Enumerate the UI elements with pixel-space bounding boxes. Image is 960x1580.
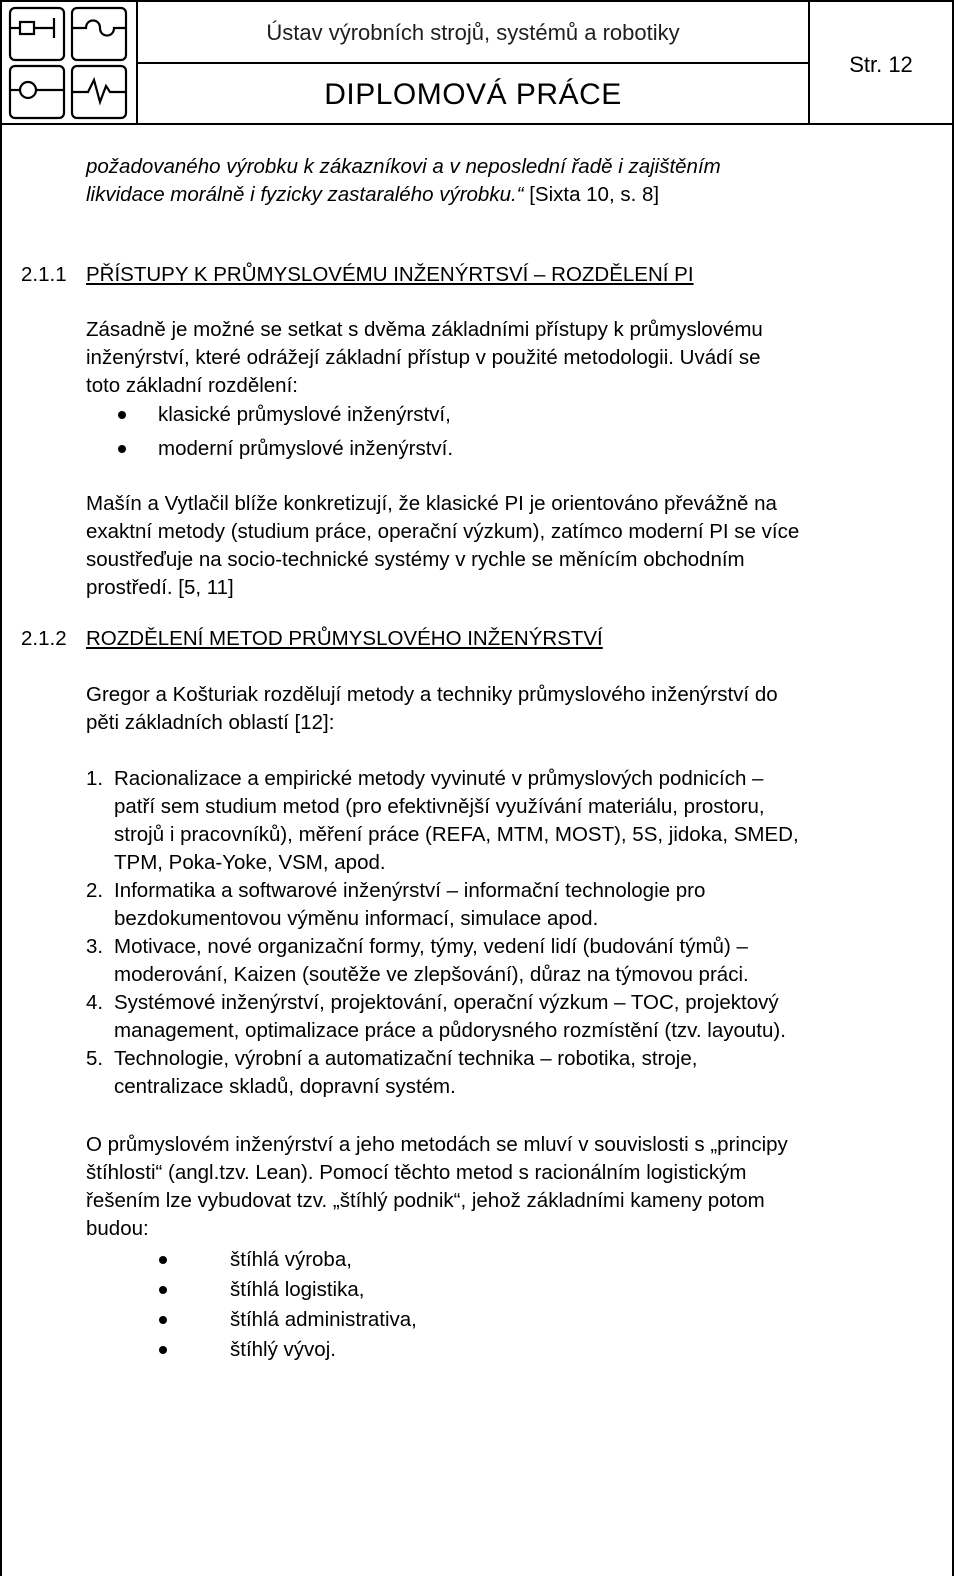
bullet-icon <box>159 1256 167 1264</box>
s2-bullet-item: štíhlý vývoj. <box>230 1338 336 1361</box>
bullet-icon <box>159 1316 167 1324</box>
list-item-line: Systémové inženýrství, projektování, operační výzkum – TOC, projektový <box>114 991 779 1014</box>
intro-line-1: požadovaného výrobku k zákazníkovi a v neposlední řadě i zajištěním <box>86 155 721 178</box>
intro-citation: [Sixta 10, s. 8] <box>523 183 660 206</box>
list-item-line: Motivace, nové organizační formy, týmy, vedení lidí (budování týmů) – <box>114 935 748 958</box>
institute-logo-icon <box>2 2 138 123</box>
section-2-1-2-title: ROZDĚLENÍ METOD PRŮMYSLOVÉHO INŽENÝRSTVÍ <box>86 627 603 650</box>
list-number: 1. <box>86 767 104 790</box>
s2-bullet-item: štíhlá administrativa, <box>230 1308 417 1331</box>
s2-para2-line: O průmyslovém inženýrství a jeho metodách se mluví v souvislosti s „principy <box>86 1133 788 1156</box>
bullet-icon <box>159 1286 167 1294</box>
list-item-line: moderování, Kaizen (soutěže ve zlepšování), důraz na týmovou práci. <box>114 963 749 986</box>
list-item-line: Technologie, výrobní a automatizační technika – robotika, stroje, <box>114 1047 698 1070</box>
bullet-icon <box>118 445 126 453</box>
bullet-icon <box>118 411 126 419</box>
s1-para-line: Zásadně je možné se setkat s dvěma základními přístupy k průmyslovému <box>86 318 763 341</box>
section-2-1-2-number: 2.1.2 <box>21 627 67 650</box>
s1-bullet-item: klasické průmyslové inženýrství, <box>158 403 451 426</box>
page-header <box>2 2 952 125</box>
s2-para-line: Gregor a Košturiak rozdělují metody a techniky průmyslového inženýrství do <box>86 683 778 706</box>
list-item-line: TPM, Poka-Yoke, VSM, apod. <box>114 851 386 874</box>
s2-para2-line: štíhlosti“ (angl.tzv. Lean). Pomocí těchto metod s racionálním logistickým <box>86 1161 747 1184</box>
s1-para2-line: Mašín a Vytlačil blíže konkretizují, že klasické PI je orientováno převážně na <box>86 492 777 515</box>
section-2-1-1-number: 2.1.1 <box>21 263 67 286</box>
header-center <box>138 2 810 123</box>
s1-para2-line: soustřeďuje na socio-technické systémy v rychle se měnícím obchodním <box>86 548 745 571</box>
s2-bullet-item: štíhlá logistika, <box>230 1278 365 1301</box>
list-item-line: management, optimalizace práce a půdorysného rozmístění (tzv. layoutu). <box>114 1019 786 1042</box>
document-type-title: DIPLOMOVÁ PRÁCE <box>324 78 622 111</box>
list-number: 2. <box>86 879 104 902</box>
s1-para-line: toto základní rozdělení: <box>86 374 298 397</box>
list-item-line: Racionalizace a empirické metody vyvinuté v průmyslových podnicích – <box>114 767 764 790</box>
s2-para-line: pěti základních oblastí [12]: <box>86 711 335 734</box>
section-2-1-1-title: PŘÍSTUPY K PRŮMYSLOVÉMU INŽENÝRTSVÍ – ROZDĚLENÍ PI <box>86 263 694 286</box>
list-item-line: bezdokumentovou výměnu informací, simulace apod. <box>114 907 599 930</box>
s1-para2-line: prostředí. [5, 11] <box>86 576 234 599</box>
institute-name: Ústav výrobních strojů, systémů a robotiky <box>138 2 808 64</box>
page-number: Str. 12 <box>849 52 913 77</box>
list-item-line: Informatika a softwarové inženýrství – informační technologie pro <box>114 879 706 902</box>
s2-para2-line: řešením lze vybudovat tzv. „štíhlý podnik“, jehož základními kameny potom <box>86 1189 765 1212</box>
s2-para2-line: budou: <box>86 1217 149 1240</box>
intro-quote-end: likvidace morálně i fyzicky zastaralého výrobku.“ <box>86 183 524 206</box>
list-number: 5. <box>86 1047 104 1070</box>
intro-line-2 <box>86 181 659 209</box>
list-item-line: centralizace skladů, dopravní systém. <box>114 1075 456 1098</box>
list-number: 4. <box>86 991 104 1014</box>
bullet-icon <box>159 1346 167 1354</box>
s2-bullet-item: štíhlá výroba, <box>230 1248 352 1271</box>
s1-para-line: inženýrství, které odrážejí základní přístup v použité metodologii. Uvádí se <box>86 346 761 369</box>
s1-para2-line: exaktní metody (studium práce, operační výzkum), zatímco moderní PI se více <box>86 520 800 543</box>
list-item-line: strojů i pracovníků), měření práce (REFA, MTM, MOST), 5S, jidoka, SMED, <box>114 823 799 846</box>
s1-bullet-item: moderní průmyslové inženýrství. <box>158 437 454 460</box>
list-number: 3. <box>86 935 104 958</box>
list-item-line: patří sem studium metod (pro efektivnější využívání materiálu, prostoru, <box>114 795 765 818</box>
